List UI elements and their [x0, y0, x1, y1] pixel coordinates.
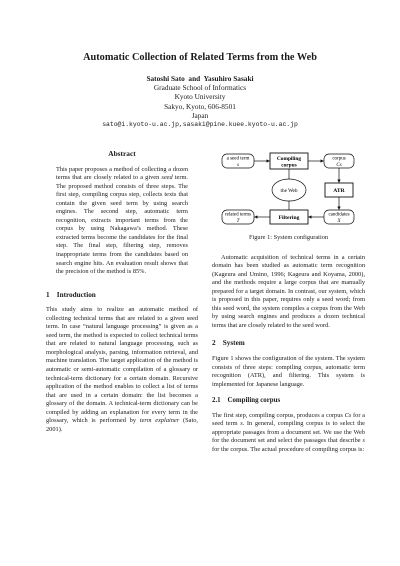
author-university: Kyoto University — [174, 92, 226, 102]
seed-term-label: a seed term — [226, 156, 250, 162]
author-email: sato@i.kyoto-u.ac.jp,sasaki@pine.kuee.kyoto-u.ac.jp — [102, 121, 298, 129]
intro-emphasis: term explainer — [139, 417, 180, 425]
corpus-label: corpus — [332, 156, 346, 162]
author-affiliation: Graduate School of Informatics — [153, 83, 247, 93]
filtering-label: Filtering — [278, 215, 300, 221]
intro-text-part: (Sato, 2001). — [46, 417, 198, 433]
compiling-corpus-label: Compiling — [276, 156, 302, 162]
para3-var: Cs — [344, 411, 352, 419]
introduction-text — [46, 306, 198, 434]
para3-text: for the corpus. The actual procedure of compiling corpus is: — [212, 445, 365, 453]
candidates-label: candidates — [328, 212, 350, 218]
right-paragraph-1: Automatic acquisition of technical terms in a certain domain has been studied as automatic term recognition (Kageura and Umino, 1996; Kageura and Koyama, 2000), and the methods require a large corpus that are manually prepared for a target domain. In contrast, our system, which is proposed in this paper, requires only a seed word; from this seed word, the system compiles a corpus from the Web by using search engines and produces a dozen technical terms that are closely related to the seed word. — [212, 253, 365, 329]
section-heading-system: 2 System — [212, 339, 245, 348]
system-configuration-figure — [212, 150, 365, 230]
abstract-emphasis: seed — [161, 174, 173, 182]
para3-var: s — [362, 437, 365, 445]
author-country: Japan — [191, 110, 209, 120]
author-names: Satoshi Sato and Yasuhiro Sasaki — [146, 74, 254, 83]
para3-text: . In general, compiling corpus is to select the appropriate passages from a document set. We use the Web for the document set and select the passages that describe — [212, 420, 365, 445]
system-diagram — [212, 150, 365, 230]
para3-var: s — [240, 420, 243, 428]
corpus-var: Cs — [336, 163, 342, 168]
abstract-text-part: term. The proposed method consists of three steps. The first step, compiling corpus step, collects texts that contain the given seed term by using search engines. The second step, automatic term recognition, extracts important terms from the corpus by using Nakagawa’s method. These extracted terms become the candidates for the final step. The final step, filtering step, removes inappropriate terms from the candidates based on search engine hits. An evaluation result shows that the precision of the method is 85%. — [56, 174, 188, 276]
atr-label: ATR — [333, 188, 345, 195]
para3-text: The first step, compiling corpus, produces a corpus — [212, 411, 345, 419]
right-paragraph-2: Figure 1 shows the configuration of the system. The system consists of three steps: compiling corpus, automatic term recognition (ATR), and filtering. This system is implemented for Japanese language. — [212, 355, 365, 388]
paper-title: Automatic Collection of Related Terms from the Web — [83, 52, 317, 63]
web-label: the Web — [280, 188, 298, 194]
abstract-text-part: This paper proposes a method of collecting a dozen terms that are closely related to a given — [56, 165, 188, 182]
intro-text-part: This study aims to realize an automatic method of collecting technical terms that are related to a given seed term. In case “natural language processing” is given as a seed term, the method is expected to collect technical terms that are related to natural language processing, such as morphological analysis, parsing, information retrieval, and machine translation. The target application of the method is automatic or semi-automatic compilation of a glossary or technical-term dictionary for a certain domain. Recursive application of the method enables to collect a list of terms that are used in a certain domain: the list becomes a glossary of the domain. A technical-term dictionary can be compiled by adding an explanation for every term in the glossary, which is performed by — [46, 306, 198, 425]
subsection-heading-compiling-corpus: 2.1 Compiling corpus — [212, 397, 281, 405]
author-address: Sakyo, Kyoto, 606-8501 — [164, 101, 236, 111]
abstract-heading: Abstract — [108, 149, 136, 158]
section-heading-introduction: 1 Introduction — [46, 290, 96, 299]
author-block — [0, 74, 400, 129]
related-terms-label: related terms — [225, 212, 251, 218]
abstract-text — [46, 166, 198, 277]
candidates-var: X — [337, 219, 341, 224]
figure-caption: Figure 1: System configuration — [248, 234, 329, 241]
seed-term-var: s — [237, 163, 239, 168]
para3-text: for a seed term — [212, 411, 365, 428]
right-column — [212, 150, 365, 454]
related-terms-var: T — [236, 219, 240, 224]
left-column — [46, 150, 198, 434]
compiling-corpus-label-2: corpus — [281, 162, 297, 169]
right-paragraph-3 — [212, 412, 365, 455]
